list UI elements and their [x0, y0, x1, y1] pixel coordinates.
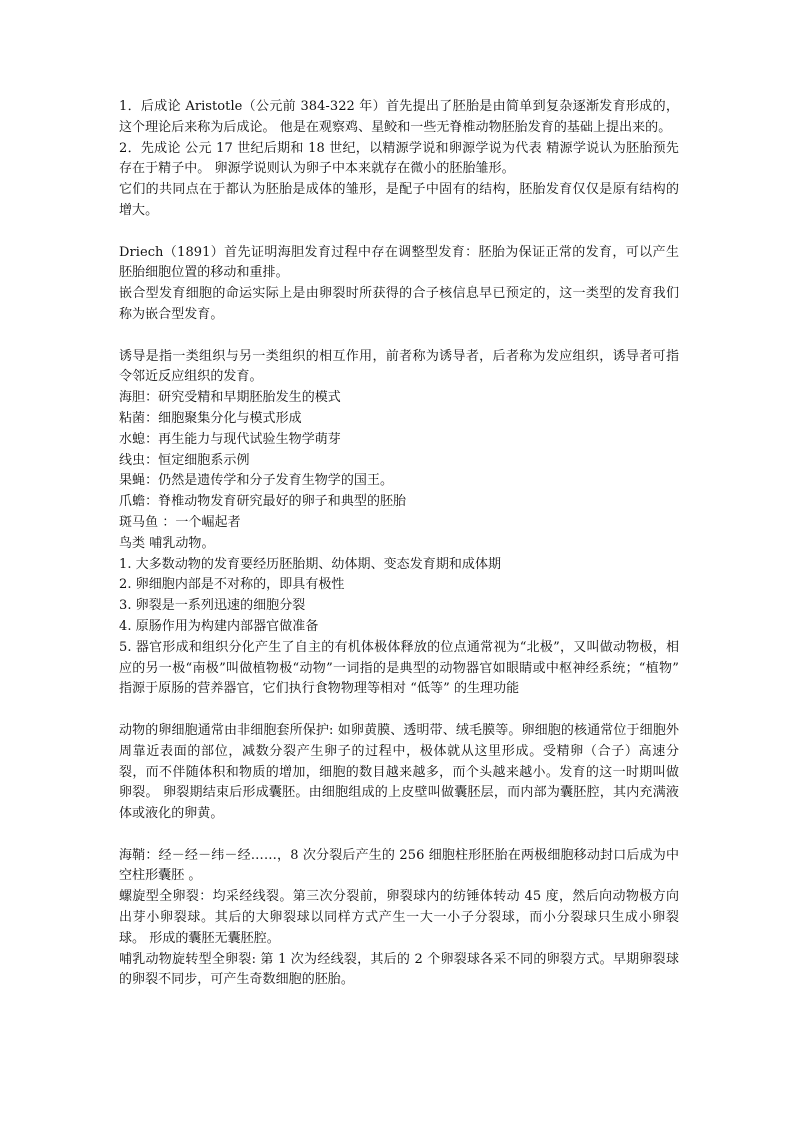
paragraph: 1. 大多数动物的发育要经历胚胎期、幼体期、变态发育期和成体期	[119, 556, 502, 572]
paragraph: 诱导是指一类组织与另一类组织的相互作用，前者称为诱导者，后者称为发应组织，诱导者可指令邻近反应组织的发育。	[119, 348, 679, 385]
paragraph: 线虫：恒定细胞系示例	[119, 452, 250, 468]
paragraph: 它们的共同点在于都认为胚胎是成体的雏形，是配子中固有的结构，胚胎发育仅仅是原有结构的增大。	[119, 182, 679, 218]
paragraph: 螺旋型全卵裂：均采经线裂。第三次分裂前，卵裂球内的纺锤体转动 45 度，然后向动物极方向出芽小卵裂球。其后的大卵裂球以同样方式产生一大一小子分裂球，而小分裂球只生成小卵裂球。 形成的囊胚无囊胚腔。	[119, 889, 679, 946]
paragraph-spacer	[119, 326, 679, 347]
paragraph: 3. 卵裂是一系列迅速的细胞分裂	[119, 598, 306, 614]
paragraph: 果蝇：仍然是遗传学和分子发育生物学的国王。	[119, 473, 394, 489]
paragraph: Driech（1891）首先证明海胆发育过程中存在调整型发育：胚胎为保证正常的发育，可以产生胚胎细胞位置的移动和重排。	[119, 244, 679, 281]
paragraph: 海胆：研究受精和早期胚胎发生的模式	[119, 390, 341, 406]
paragraph: 嵌合型发育细胞的命运实际上是由卵裂时所获得的合子核信息早已预定的，这一类型的发育我们称为嵌合型发育。	[119, 286, 679, 322]
paragraph: 哺乳动物旋转型全卵裂: 第 1 次为经线裂，其后的 2 个卵裂球各采不同的卵裂方式。早期卵裂球的卵裂不同步，可产生奇数细胞的胚胎。	[119, 951, 679, 988]
document-body	[119, 97, 679, 991]
paragraph: 爪蟾：脊椎动物发育研究最好的卵子和典型的胚胎	[119, 494, 407, 510]
paragraph-spacer	[119, 825, 679, 846]
paragraph: 1．后成论 Aristotle（公元前 384-322 年）首先提出了胚胎是由简单到复杂逐渐发育形成的，这个理论后来称为后成论。 他是在观察鸡、星鲛和一些无脊椎动物胚胎发育的基础上提出来的。	[119, 99, 679, 135]
paragraph: 动物的卵细胞通常由非细胞套所保护: 如卵黄膜、透明带、绒毛膜等。卵细胞的核通常位于细胞外周靠近表面的部位，减数分裂产生卵子的过程中，极体就从这里形成。受精卵（合子）高速分裂，而不伴随体积和物质的增加，细胞的数目越来越多，而个头越来越小。发育的这一时期叫做卵裂。 卵裂期结束后形成囊胚。由细胞组成的上皮壁叫做囊胚层，而内部为囊胚腔，其内充满液体或液化的卵黄。	[119, 722, 679, 822]
paragraph: 斑马鱼 ：一个崛起者	[119, 514, 241, 530]
paragraph: 5. 器官形成和组织分化产生了自主的有机体极体释放的位点通常视为“北极”，又叫做动物极，相应的另一极“南极”叫做植物极“动物”一词指的是典型的动物器官如眼睛或中枢神经系统；“植物” 指源于原肠的营养器官，它们执行食物物理等相对 “低等” 的生理功能	[119, 639, 679, 697]
paragraph: 4. 原肠作用为构建内部器官做准备	[119, 618, 319, 634]
paragraph: 粘菌：细胞聚集分化与模式形成	[119, 410, 302, 426]
paragraph: 海鞘：经－经－纬－经……，8 次分裂后产生的 256 细胞柱形胚胎在两极细胞移动封口后成为中空柱形囊胚 。	[119, 847, 679, 884]
paragraph-spacer	[119, 700, 679, 721]
paragraph: 鸟类 哺乳动物。	[119, 535, 215, 551]
paragraph: 2．先成论 公元 17 世纪后期和 18 世纪，以精源学说和卵源学说为代表 精源学说认为胚胎预先存在于精子中。 卵源学说则认为卵子中本来就存在微小的胚胎雏形。	[119, 140, 679, 177]
paragraph: 水螅：再生能力与现代试验生物学萌芽	[119, 431, 341, 447]
paragraph-spacer	[119, 222, 679, 243]
paragraph: 2. 卵细胞内部是不对称的，即具有极性	[119, 577, 345, 593]
